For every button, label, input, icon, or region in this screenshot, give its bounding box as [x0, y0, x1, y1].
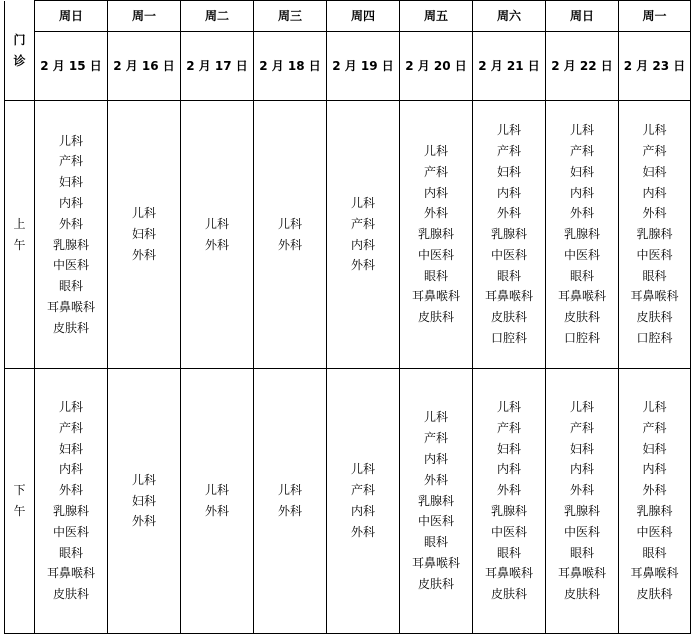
date-cell: 2 月 18 日	[254, 32, 327, 101]
department-item: 产科	[642, 143, 667, 158]
department-item: 外科	[496, 483, 521, 498]
department-item: 中医科	[636, 247, 673, 262]
department-item: 皮肤科	[52, 320, 89, 335]
department-item: 外科	[350, 524, 375, 539]
department-item: 儿科	[423, 410, 448, 425]
department-item: 耳鼻喉科	[557, 289, 606, 304]
department-item: 妇科	[569, 164, 594, 179]
clinic-schedule-table	[4, 0, 691, 634]
department-item: 儿科	[423, 143, 448, 158]
department-item: 乳腺科	[417, 493, 454, 508]
department-item: 中医科	[417, 247, 454, 262]
department-list-cell	[473, 101, 546, 369]
department-item: 眼科	[496, 268, 521, 283]
session-label-char: 下	[13, 483, 26, 498]
department-item: 外科	[423, 472, 448, 487]
department-item: 产科	[496, 420, 521, 435]
department-item: 妇科	[642, 441, 667, 456]
department-item: 中医科	[563, 247, 600, 262]
weekday-cell: 周一	[619, 1, 691, 32]
department-item: 内科	[58, 195, 83, 210]
department-list-cell	[619, 369, 691, 634]
department-item: 儿科	[569, 123, 594, 138]
department-item: 外科	[423, 206, 448, 221]
department-item: 外科	[58, 216, 83, 231]
department-item: 中医科	[490, 524, 527, 539]
department-item: 耳鼻喉科	[46, 299, 95, 314]
weekday-header-row	[5, 1, 691, 32]
department-item: 外科	[350, 258, 375, 273]
weekday-cell: 周六	[473, 1, 546, 32]
department-item: 产科	[569, 420, 594, 435]
department-item: 中医科	[563, 524, 600, 539]
department-item: 耳鼻喉科	[411, 289, 460, 304]
department-item: 乳腺科	[490, 227, 527, 242]
session-label-afternoon	[5, 369, 35, 634]
department-item: 产科	[350, 216, 375, 231]
department-list-cell	[327, 101, 400, 369]
date-cell: 2 月 17 日	[181, 32, 254, 101]
department-item: 内科	[58, 462, 83, 477]
department-item: 中医科	[636, 524, 673, 539]
department-item: 皮肤科	[563, 310, 600, 325]
department-item: 乳腺科	[52, 237, 89, 252]
department-item: 眼科	[496, 545, 521, 560]
department-item: 外科	[642, 483, 667, 498]
department-item: 外科	[204, 504, 229, 518]
department-list-cell	[619, 101, 691, 369]
weekday-cell: 周日	[546, 1, 619, 32]
weekday-cell: 周五	[400, 1, 473, 32]
department-item: 外科	[58, 483, 83, 498]
department-list-cell	[35, 369, 108, 634]
department-item: 儿科	[496, 123, 521, 138]
department-list-cell	[473, 369, 546, 634]
department-item: 儿科	[642, 123, 667, 138]
date-cell: 2 月 23 日	[619, 32, 691, 101]
department-item: 皮肤科	[636, 587, 673, 602]
department-item: 乳腺科	[636, 504, 673, 518]
department-item: 儿科	[496, 400, 521, 415]
department-item: 中医科	[417, 514, 454, 529]
department-item: 外科	[131, 514, 156, 529]
department-item: 内科	[642, 185, 667, 200]
department-item: 外科	[277, 504, 302, 518]
department-item: 儿科	[131, 206, 156, 221]
weekday-cell: 周一	[108, 1, 181, 32]
department-item: 中医科	[490, 247, 527, 262]
department-item: 眼科	[423, 268, 448, 283]
department-item: 中医科	[52, 258, 89, 273]
department-item: 乳腺科	[636, 227, 673, 242]
department-item: 外科	[204, 237, 229, 252]
department-item: 内科	[569, 185, 594, 200]
department-item: 眼科	[58, 279, 83, 294]
department-item: 妇科	[496, 164, 521, 179]
department-item: 妇科	[569, 441, 594, 456]
department-item: 皮肤科	[636, 310, 673, 325]
department-item: 内科	[496, 462, 521, 477]
department-item: 儿科	[204, 483, 229, 498]
date-cell: 2 月 19 日	[327, 32, 400, 101]
corner-label-cell	[5, 1, 35, 101]
department-item: 儿科	[58, 400, 83, 415]
department-item: 儿科	[204, 216, 229, 231]
department-item: 妇科	[58, 175, 83, 190]
department-item: 眼科	[569, 268, 594, 283]
department-item: 乳腺科	[490, 504, 527, 518]
date-cell: 2 月 15 日	[35, 32, 108, 101]
department-list-cell	[108, 369, 181, 634]
department-item: 产科	[496, 143, 521, 158]
department-item: 产科	[569, 143, 594, 158]
department-item: 产科	[423, 431, 448, 446]
department-item: 外科	[496, 206, 521, 221]
session-label-char: 午	[13, 237, 26, 252]
department-item: 乳腺科	[417, 227, 454, 242]
department-list-cell	[327, 369, 400, 634]
department-item: 外科	[569, 206, 594, 221]
department-item: 妇科	[58, 441, 83, 456]
department-item: 皮肤科	[417, 576, 454, 591]
session-label-char: 午	[13, 504, 26, 518]
department-item: 耳鼻喉科	[411, 555, 460, 570]
department-item: 儿科	[58, 133, 83, 148]
department-list-cell	[546, 101, 619, 369]
department-item: 口腔科	[636, 331, 673, 346]
department-item: 皮肤科	[490, 310, 527, 325]
department-item: 儿科	[642, 400, 667, 415]
department-item: 外科	[131, 247, 156, 262]
corner-label-char: 诊	[13, 53, 26, 68]
date-cell: 2 月 22 日	[546, 32, 619, 101]
department-item: 外科	[277, 237, 302, 252]
department-item: 产科	[58, 154, 83, 169]
department-list-cell	[181, 369, 254, 634]
department-item: 妇科	[496, 441, 521, 456]
department-item: 耳鼻喉科	[557, 566, 606, 581]
department-item: 乳腺科	[563, 504, 600, 518]
department-item: 皮肤科	[52, 587, 89, 602]
department-item: 儿科	[277, 483, 302, 498]
department-item: 眼科	[58, 545, 83, 560]
date-cell: 2 月 20 日	[400, 32, 473, 101]
department-item: 内科	[496, 185, 521, 200]
weekday-cell: 周四	[327, 1, 400, 32]
department-item: 产科	[350, 483, 375, 498]
department-item: 儿科	[277, 216, 302, 231]
afternoon-row	[5, 369, 691, 634]
department-item: 儿科	[131, 472, 156, 487]
department-list-cell	[546, 369, 619, 634]
department-list-cell	[181, 101, 254, 369]
weekday-cell: 周二	[181, 1, 254, 32]
department-item: 口腔科	[490, 331, 527, 346]
department-item: 内科	[350, 504, 375, 518]
department-item: 中医科	[52, 524, 89, 539]
department-item: 眼科	[423, 535, 448, 550]
department-item: 耳鼻喉科	[630, 566, 679, 581]
weekday-cell: 周日	[35, 1, 108, 32]
department-list-cell	[400, 101, 473, 369]
department-item: 产科	[423, 164, 448, 179]
department-item: 外科	[642, 206, 667, 221]
department-item: 内科	[642, 462, 667, 477]
session-label-char: 上	[13, 216, 26, 231]
department-item: 儿科	[569, 400, 594, 415]
department-item: 耳鼻喉科	[630, 289, 679, 304]
department-item: 外科	[569, 483, 594, 498]
department-item: 眼科	[642, 268, 667, 283]
department-item: 皮肤科	[490, 587, 527, 602]
department-item: 妇科	[131, 493, 156, 508]
department-item: 产科	[642, 420, 667, 435]
department-item: 皮肤科	[563, 587, 600, 602]
department-item: 皮肤科	[417, 310, 454, 325]
department-item: 乳腺科	[52, 504, 89, 518]
department-item: 妇科	[131, 227, 156, 242]
date-header-row	[5, 32, 691, 101]
department-item: 眼科	[642, 545, 667, 560]
department-item: 内科	[423, 452, 448, 466]
department-item: 乳腺科	[563, 227, 600, 242]
department-list-cell	[108, 101, 181, 369]
department-item: 产科	[58, 420, 83, 435]
department-item: 内科	[423, 185, 448, 200]
department-item: 口腔科	[563, 331, 600, 346]
department-item: 儿科	[350, 195, 375, 210]
session-label-morning	[5, 101, 35, 369]
date-cell: 2 月 16 日	[108, 32, 181, 101]
department-list-cell	[35, 101, 108, 369]
department-item: 耳鼻喉科	[46, 566, 95, 581]
department-item: 耳鼻喉科	[484, 289, 533, 304]
department-item: 妇科	[642, 164, 667, 179]
corner-label-char: 门	[13, 32, 26, 47]
department-item: 眼科	[569, 545, 594, 560]
date-cell: 2 月 21 日	[473, 32, 546, 101]
department-list-cell	[254, 101, 327, 369]
weekday-cell: 周三	[254, 1, 327, 32]
department-list-cell	[254, 369, 327, 634]
department-item: 内科	[350, 237, 375, 252]
morning-row	[5, 101, 691, 369]
department-item: 耳鼻喉科	[484, 566, 533, 581]
department-list-cell	[400, 369, 473, 634]
department-item: 儿科	[350, 462, 375, 477]
department-item: 内科	[569, 462, 594, 477]
